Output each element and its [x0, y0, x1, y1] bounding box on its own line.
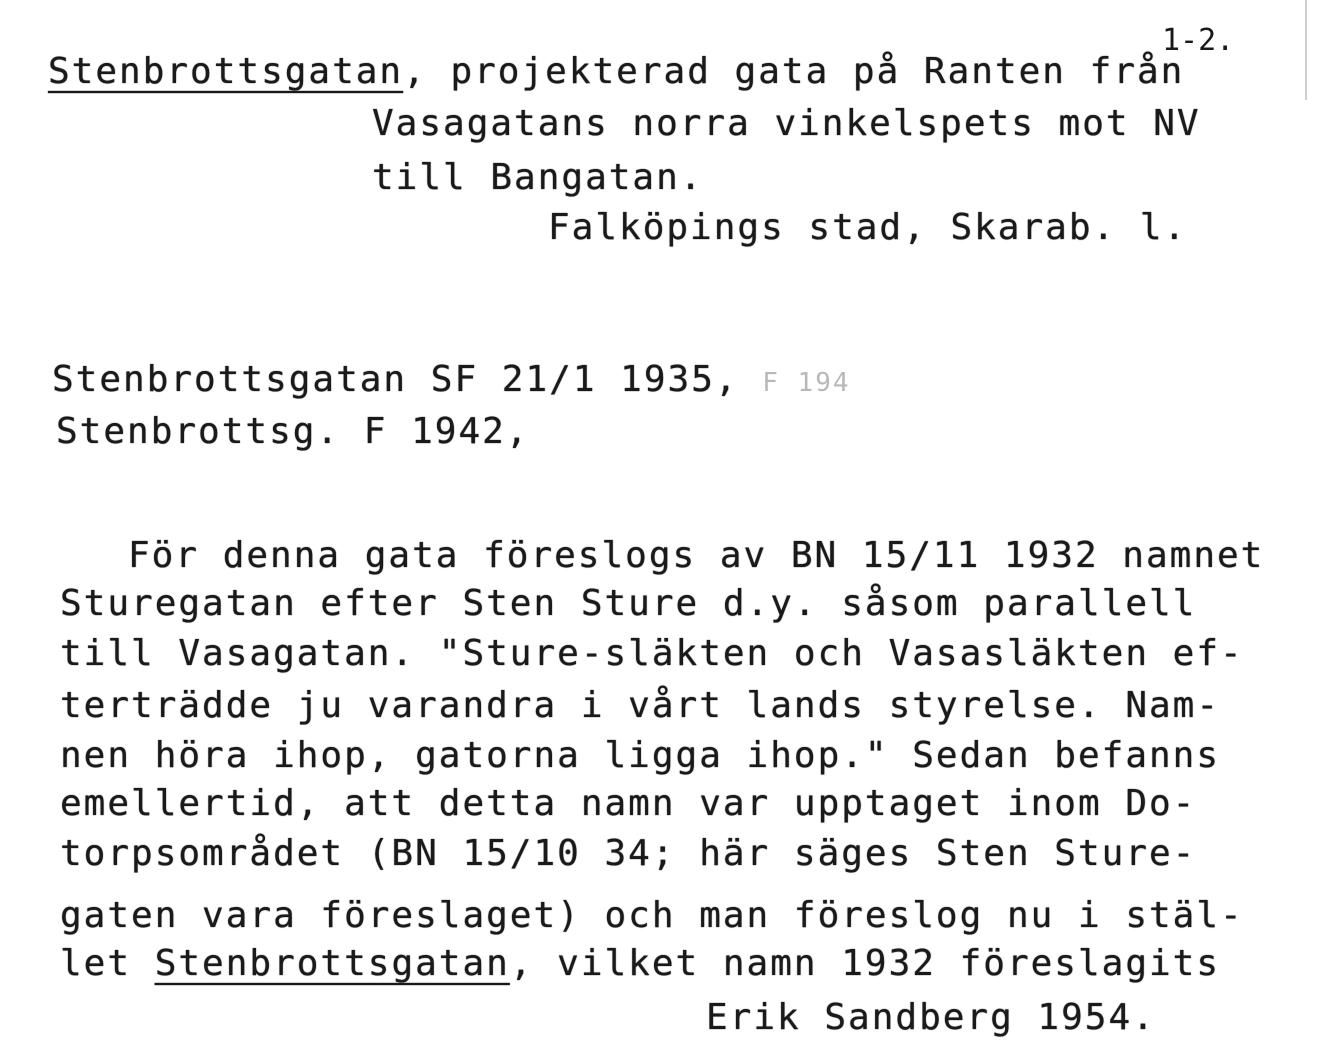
signature: Erik Sandberg 1954.	[706, 997, 1156, 1038]
body-line-2: Sturegatan efter Sten Sture d.y. såsom parallell	[60, 583, 1197, 624]
body-line-3: till Vasagatan. "Sture-släkten och Vasasläkten ef-	[60, 633, 1244, 674]
reference-main: Stenbrottsgatan SF 21/1 1935,	[52, 359, 739, 400]
body-line-1: För denna gata föreslogs av BN 15/11 1932 namnet	[128, 535, 1265, 576]
body-line-7: torpsområdet (BN 15/10 34; här säges Sten Sture-	[60, 833, 1197, 874]
heading-line-3: till Bangatan.	[372, 157, 704, 198]
location-line: Falköpings stad, Skarab. l.	[548, 207, 1188, 248]
body-line-8: gaten vara föreslaget) och man föreslog nu i stäl-	[60, 895, 1244, 936]
reference-line-2: Stenbrottsg. F 1942,	[56, 411, 530, 452]
body-line-9-prefix: let	[60, 943, 155, 984]
body-line-9-suffix: , vilket namn 1932 föreslagits	[509, 943, 1221, 984]
heading-line-2: Vasagatans norra vinkelspets mot NV	[372, 103, 1201, 144]
body-line-5: nen höra ihop, gatorna ligga ihop." Sedan befanns	[60, 735, 1221, 776]
heading-street-name: Stenbrottsgatan	[48, 51, 404, 92]
card-edge-line	[1305, 0, 1307, 100]
proposed-street-name: Stenbrottsgatan	[154, 943, 510, 984]
reference-faint-note: F 194	[762, 368, 851, 398]
reference-line-1	[52, 360, 851, 403]
body-line-6: emellertid, att detta namn var upptaget inom Do-	[60, 783, 1197, 824]
page-number: 1-2.	[1162, 23, 1235, 58]
heading-description: , projekterad gata på Ranten från	[403, 51, 1185, 92]
heading-line-1	[48, 52, 1184, 92]
body-line-4: terträdde ju varandra i vårt lands styrelse. Nam-	[60, 685, 1221, 726]
body-line-9	[60, 944, 1220, 984]
